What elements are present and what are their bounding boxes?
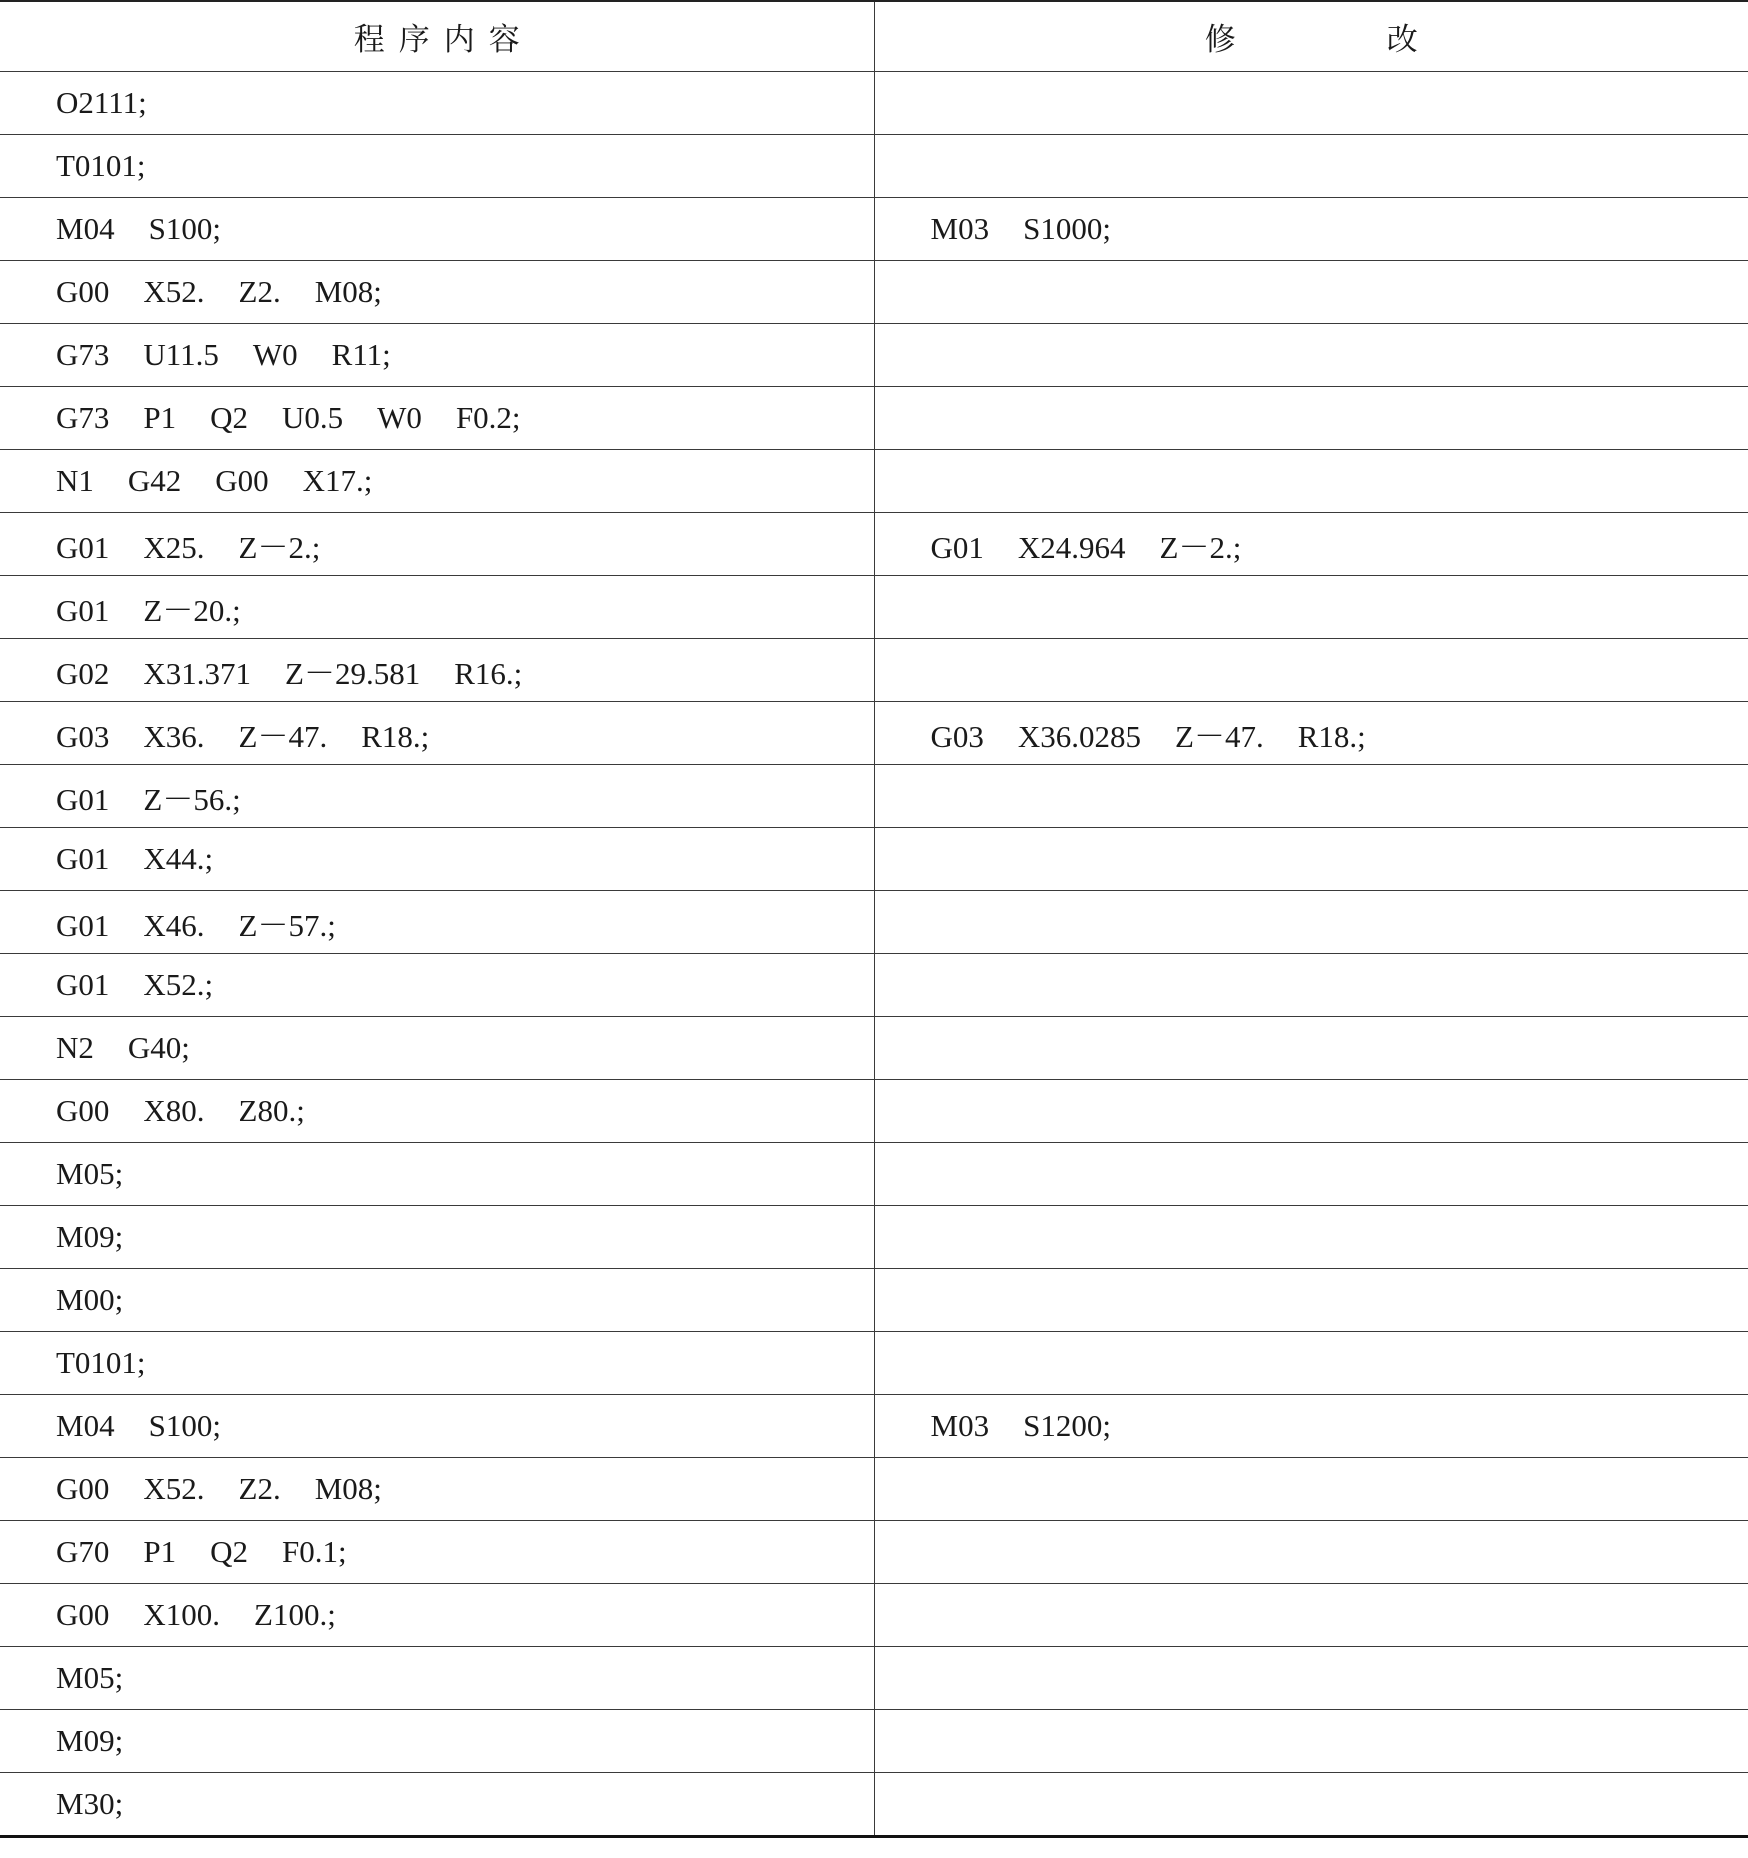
modification-cell (874, 1710, 1748, 1773)
program-token: G00 (56, 1093, 110, 1128)
program-token: X100. (143, 1597, 221, 1632)
modification-cell (874, 1773, 1748, 1837)
modification-cell (874, 1584, 1748, 1647)
modification-cell (874, 1017, 1748, 1080)
program-cell (0, 513, 874, 576)
program-cell (0, 765, 874, 828)
modification-token: X24.964 (1017, 529, 1126, 565)
table-row (0, 954, 1748, 1017)
modification-cell (874, 513, 1748, 576)
program-token: W0 (377, 400, 422, 435)
program-cell (0, 387, 874, 450)
program-token: M09; (56, 1723, 124, 1758)
modification-cell (874, 450, 1748, 513)
modification-token: S1200; (1023, 1408, 1111, 1443)
table-row (0, 198, 1748, 261)
program-token: N2 (56, 1030, 94, 1065)
program-token: G00 (56, 274, 110, 309)
modification-cell (874, 891, 1748, 954)
program-cell (0, 576, 874, 639)
program-cell (0, 1206, 874, 1269)
program-token: Z－20.; (143, 592, 241, 628)
program-token: X44.; (143, 841, 214, 876)
modification-token: G01 (930, 529, 984, 565)
program-token: S100; (148, 211, 221, 246)
header-program-content (0, 1, 874, 72)
table-row (0, 1521, 1748, 1584)
modification-cell (874, 576, 1748, 639)
table-row (0, 828, 1748, 891)
program-token: Z－2.; (238, 529, 321, 565)
table-row (0, 135, 1748, 198)
modification-cell (874, 1143, 1748, 1206)
table-header (0, 1, 1748, 72)
program-cell (0, 135, 874, 198)
program-token: Z100.; (254, 1597, 336, 1632)
program-cell (0, 450, 874, 513)
table-row (0, 1206, 1748, 1269)
table-row (0, 1017, 1748, 1080)
program-token: G73 (56, 400, 110, 435)
program-cell (0, 828, 874, 891)
program-token: U0.5 (282, 400, 344, 435)
program-cell (0, 1647, 874, 1710)
header-program-content-label: 程序内容 (353, 22, 534, 57)
program-token: Z80.; (238, 1093, 305, 1128)
table-row (0, 1269, 1748, 1332)
program-token: N1 (56, 463, 94, 498)
program-token: G01 (56, 781, 110, 817)
program-token: U11.5 (143, 337, 219, 372)
program-token: M08; (314, 274, 382, 309)
program-token: G00 (56, 1597, 110, 1632)
table-row (0, 891, 1748, 954)
modification-cell (874, 765, 1748, 828)
program-token: M08; (314, 1471, 382, 1506)
program-token: R16.; (454, 655, 523, 691)
program-cell (0, 324, 874, 387)
program-token: X25. (143, 529, 205, 565)
program-cell (0, 198, 874, 261)
table-row (0, 324, 1748, 387)
program-token: X80. (143, 1093, 205, 1128)
modification-token: Z－2.; (1159, 529, 1242, 565)
table-row (0, 765, 1748, 828)
program-cell (0, 1332, 874, 1395)
program-token: G42 (127, 463, 182, 498)
modification-cell (874, 828, 1748, 891)
program-token: Q2 (210, 400, 249, 435)
program-token: R11; (331, 337, 391, 372)
program-token: G40; (127, 1030, 190, 1065)
header-modification-label: 修 改 (1204, 22, 1478, 57)
modification-cell (874, 639, 1748, 702)
program-token: X52.; (143, 967, 214, 1002)
program-token: Z－57.; (238, 907, 336, 943)
program-cell (0, 1395, 874, 1458)
table-row (0, 1332, 1748, 1395)
program-cell (0, 1710, 874, 1773)
program-token: F0.1; (282, 1534, 347, 1569)
modification-token: M03 (930, 1408, 990, 1443)
program-token: X17.; (302, 463, 373, 498)
table-body (0, 72, 1748, 1837)
program-token: G02 (56, 655, 110, 691)
modification-cell (874, 135, 1748, 198)
program-token: X36. (143, 718, 205, 754)
modification-cell (874, 1269, 1748, 1332)
program-cell (0, 1521, 874, 1584)
modification-cell (874, 261, 1748, 324)
modification-cell (874, 1647, 1748, 1710)
program-token: X52. (143, 1471, 205, 1506)
modification-token: R18.; (1297, 718, 1366, 754)
program-cell (0, 1143, 874, 1206)
program-token: S100; (148, 1408, 221, 1443)
program-token: T0101; (56, 148, 146, 183)
table-row (0, 1584, 1748, 1647)
table-row (0, 1710, 1748, 1773)
header-row (0, 1, 1748, 72)
program-token: M05; (56, 1156, 124, 1191)
table-row (0, 576, 1748, 639)
table-row (0, 1458, 1748, 1521)
program-cell (0, 954, 874, 1017)
program-token: Q2 (210, 1534, 249, 1569)
program-token: M09; (56, 1219, 124, 1254)
modification-cell (874, 954, 1748, 1017)
program-token: G00 (215, 463, 269, 498)
modification-cell (874, 1080, 1748, 1143)
program-token: X52. (143, 274, 205, 309)
table-row (0, 450, 1748, 513)
program-cell (0, 639, 874, 702)
program-cell (0, 702, 874, 765)
program-token: M05; (56, 1660, 124, 1695)
table-row (0, 1080, 1748, 1143)
modification-cell (874, 1458, 1748, 1521)
program-token: T0101; (56, 1345, 146, 1380)
program-cell (0, 1458, 874, 1521)
program-token: X31.371 (143, 655, 252, 691)
table-row (0, 513, 1748, 576)
program-token: W0 (252, 337, 298, 372)
modification-cell (874, 702, 1748, 765)
program-token: M04 (56, 211, 115, 246)
table-row (0, 1395, 1748, 1458)
program-token: M04 (56, 1408, 115, 1443)
table-row (0, 702, 1748, 765)
modification-cell (874, 1332, 1748, 1395)
program-token: G01 (56, 841, 110, 876)
program-token: Z－47. (238, 718, 328, 754)
program-token: O2111; (56, 85, 147, 120)
program-token: R18.; (361, 718, 430, 754)
modification-token: G03 (930, 718, 984, 754)
modification-token: Z－47. (1175, 718, 1264, 754)
program-token: G03 (56, 718, 110, 754)
table-row (0, 72, 1748, 135)
program-cell (0, 1584, 874, 1647)
modification-token: S1000; (1023, 211, 1111, 246)
program-token: G01 (56, 592, 110, 628)
program-token: G01 (56, 907, 110, 943)
modification-cell (874, 324, 1748, 387)
table-row (0, 261, 1748, 324)
program-token: X46. (143, 907, 205, 943)
modification-cell (874, 198, 1748, 261)
program-token: G01 (56, 529, 110, 565)
program-cell (0, 261, 874, 324)
table-row (0, 639, 1748, 702)
modification-cell (874, 1521, 1748, 1584)
table-row (0, 1143, 1748, 1206)
program-cell (0, 1269, 874, 1332)
program-token: P1 (143, 1534, 177, 1569)
program-token: Z2. (238, 1471, 281, 1506)
modification-cell (874, 387, 1748, 450)
program-token: G00 (56, 1471, 110, 1506)
header-modification (874, 1, 1748, 72)
program-token: M30; (56, 1786, 124, 1821)
modification-token: M03 (930, 211, 990, 246)
modification-token: X36.0285 (1017, 718, 1142, 754)
program-token: Z－56.; (143, 781, 241, 817)
program-token: G73 (56, 337, 110, 372)
program-token: P1 (143, 400, 177, 435)
table-row (0, 1647, 1748, 1710)
program-cell (0, 1017, 874, 1080)
modification-cell (874, 72, 1748, 135)
program-token: M00; (56, 1282, 124, 1317)
program-token: F0.2; (455, 400, 521, 435)
program-token: G70 (56, 1534, 110, 1569)
modification-cell (874, 1206, 1748, 1269)
program-cell (0, 891, 874, 954)
modification-cell (874, 1395, 1748, 1458)
table-row (0, 387, 1748, 450)
program-cell (0, 1080, 874, 1143)
program-cell (0, 72, 874, 135)
program-token: Z－29.581 (285, 655, 421, 691)
program-cell (0, 1773, 874, 1837)
table-row (0, 1773, 1748, 1837)
program-token: G01 (56, 967, 110, 1002)
program-token: Z2. (238, 274, 281, 309)
